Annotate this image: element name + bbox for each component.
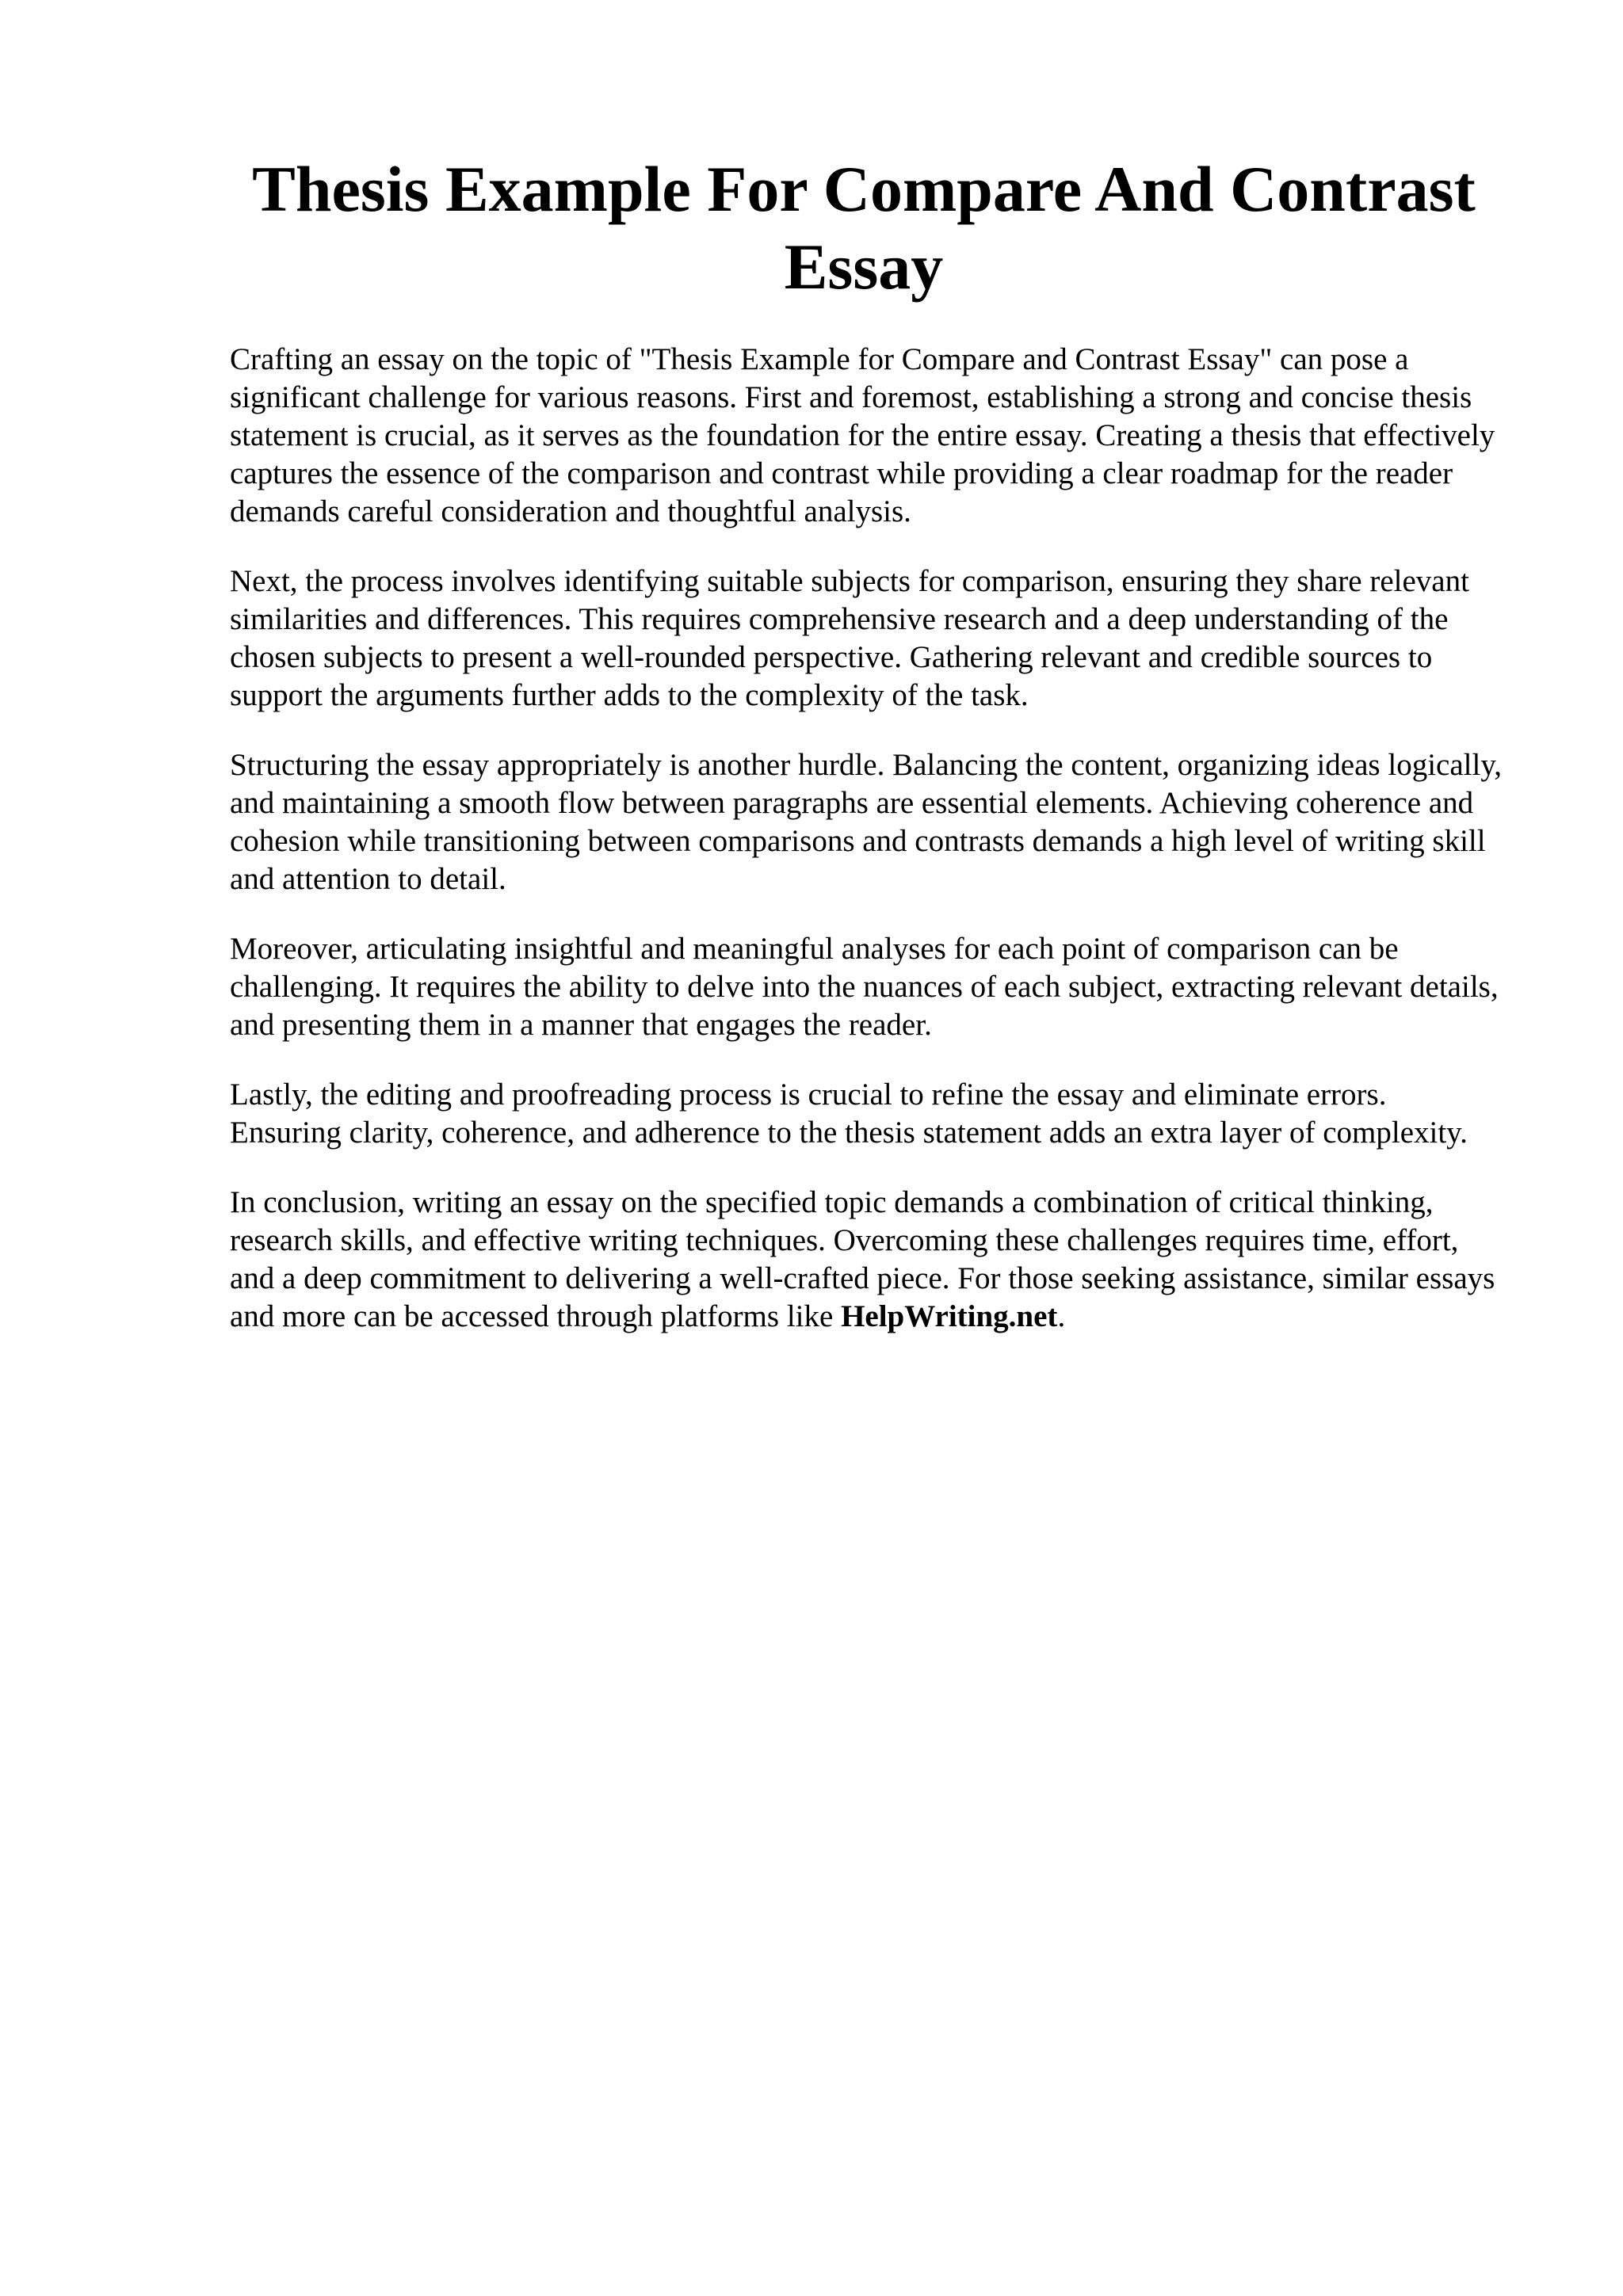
paragraph-intro: Crafting an essay on the topic of "Thesis Example for Compare and Contrast Essay" can pose a significant challenge for various reasons. First and foremost, establishing a strong and concise thesis statement is crucial, as it serves as the foundation for the entire essay. Creating a thesis that effectively captures the essence of the comparison and contrast while providing a clear roadmap for the reader demands careful consideration and thoughtful analysis. [230,342,1495,528]
helpwriting-link[interactable]: HelpWriting.net [841,1299,1058,1333]
page-title: Thesis Example For Compare And Contrast Essay [252,153,1476,303]
essay-body [230,341,1506,1367]
paragraph-conclusion [230,1184,1506,1336]
paragraph-subjects: Next, the process involves identifying suitable subjects for comparison, ensuring they share relevant similarities and differences. This requires comprehensive research and a deep understanding of the chosen subjects to present a well-rounded perspective. Gathering relevant and credible sources to support the arguments further adds to the complexity of the task. [230,564,1469,712]
paragraph-structure: Structuring the essay appropriately is another hurdle. Balancing the content, organizing ideas logically, and maintaining a smooth flow between paragraphs are essential elements. Achieving coherence and cohesion while transitioning between comparisons and contrasts demands a high level of writing skill and attention to detail. [230,748,1503,896]
paragraph-editing: Lastly, the editing and proofreading process is crucial to refine the essay and eliminate errors. Ensuring clarity, coherence, and adherence to the thesis statement adds an extra layer of complexity. [230,1077,1468,1150]
conclusion-end: . [1057,1299,1066,1333]
paragraph-analysis: Moreover, articulating insightful and meaningful analyses for each point of comparison can be challenging. It requires the ability to delve into the nuances of each subject, extracting relevant details, and presenting them in a manner that engages the reader. [230,932,1499,1042]
conclusion-text: In conclusion, writing an essay on the specified topic demands a combination of critical thinking, research skills, and effective writing techniques. Overcoming these challenges requires time, effort, and a deep commitment to delivering a well-crafted piece. For those seeking assistance, similar essays and more can be accessed through platforms like [230,1185,1495,1333]
